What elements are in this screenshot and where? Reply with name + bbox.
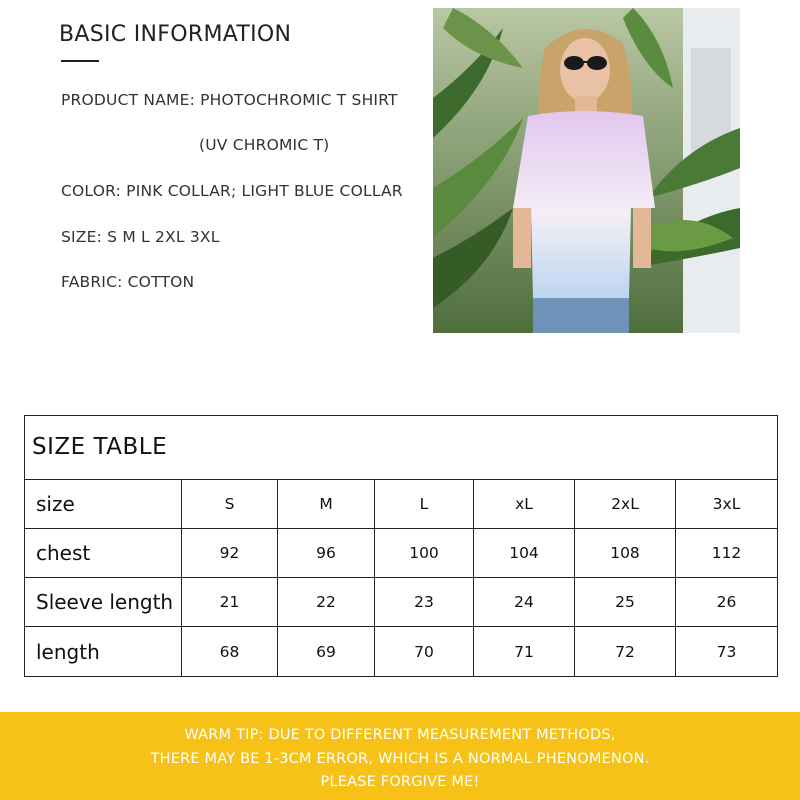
size-table-grid bbox=[25, 480, 777, 676]
tip-line-1: WARM TIP: DUE TO DIFFERENT MEASUREMENT METHODS, bbox=[184, 727, 616, 743]
product-name-line: PRODUCT NAME: PHOTOCHROMIC T SHIRT bbox=[61, 91, 398, 109]
row-label-length: length bbox=[25, 627, 182, 676]
table-cell: 73 bbox=[716, 642, 737, 661]
product-name-alt-line: (UV CHROMIC T) bbox=[199, 136, 330, 154]
color-line: COLOR: PINK COLLAR; LIGHT BLUE COLLAR bbox=[61, 182, 403, 200]
table-cell: 96 bbox=[278, 529, 375, 578]
table-cell: M bbox=[278, 480, 375, 529]
table-cell: 112 bbox=[676, 529, 777, 578]
tip-line-2: THERE MAY BE 1-3CM ERROR, WHICH IS A NORMAL PHENOMENON. bbox=[150, 751, 650, 767]
table-cell: 71 bbox=[474, 627, 575, 676]
title-underline bbox=[61, 60, 99, 62]
table-cell: 21 bbox=[182, 578, 278, 627]
warm-tip-banner bbox=[0, 712, 800, 800]
table-cell: 23 bbox=[375, 578, 474, 627]
size-table-title: SIZE TABLE bbox=[32, 434, 168, 460]
table-cell: xL bbox=[474, 480, 575, 529]
size-table-caption bbox=[25, 416, 777, 480]
size-table bbox=[24, 415, 778, 677]
product-photo bbox=[433, 8, 740, 333]
table-cell: 108 bbox=[575, 529, 676, 578]
table-cell: 2xL bbox=[575, 480, 676, 529]
row-label-sleeve-length: Sleeve length bbox=[25, 578, 182, 627]
section-title: BASIC INFORMATION bbox=[59, 22, 292, 47]
table-cell: 24 bbox=[474, 578, 575, 627]
table-cell: S bbox=[182, 480, 278, 529]
table-cell: 72 bbox=[575, 627, 676, 676]
table-cell: 100 bbox=[375, 529, 474, 578]
table-cell: 92 bbox=[182, 529, 278, 578]
table-cell: 25 bbox=[575, 578, 676, 627]
table-cell: L bbox=[375, 480, 474, 529]
table-cell: 22 bbox=[278, 578, 375, 627]
fabric-line: FABRIC: COTTON bbox=[61, 273, 195, 291]
tip-line-3: PLEASE FORGIVE ME! bbox=[320, 774, 480, 790]
table-cell: 3xL bbox=[676, 480, 777, 529]
row-label-size: size bbox=[25, 480, 182, 529]
table-cell: 70 bbox=[375, 627, 474, 676]
table-cell: 68 bbox=[182, 627, 278, 676]
row-label-chest: chest bbox=[25, 529, 182, 578]
table-cell: 69 bbox=[278, 627, 375, 676]
table-cell: 104 bbox=[474, 529, 575, 578]
size-line: SIZE: S M L 2XL 3XL bbox=[61, 228, 220, 246]
table-cell: 26 bbox=[676, 578, 777, 627]
